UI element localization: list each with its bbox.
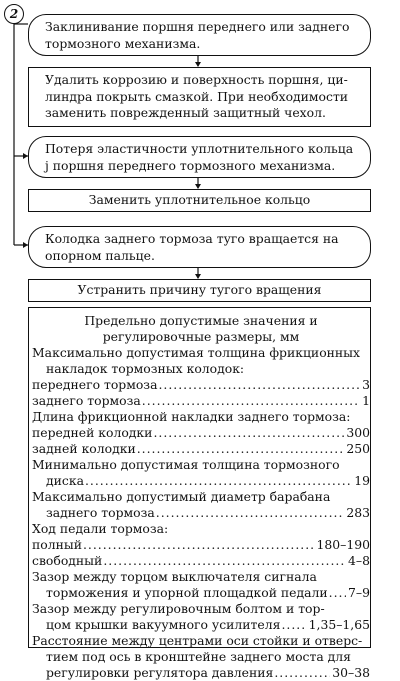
fault-rear-shoe-tight [28,226,371,268]
axis-line2: тием под ось в кронштейне заднего моста для [46,649,351,664]
fault-seal-ring-elasticity [28,136,371,178]
step-number: 2 [9,7,19,21]
spec-disc: диска ..... 19 [32,473,370,489]
drum-heading: Максимально допустимый диаметр барабана [32,489,331,504]
spec-switch-gap: торможения и упорной площадкой педали ..... 7–9 [32,585,370,601]
spec-bolt-gap: цом крышки вакуумного усилителя ..... 1,35–1,65 [32,617,370,633]
spec-front-shoe: передней колодки ..... 300 [32,425,370,441]
fault-piston-jamming [28,14,371,56]
lining-heading-line2: накладок тормозных колодок: [46,361,245,376]
fault1-line1: Заклинивание поршня переднего или заднего [45,19,350,34]
spec-pedal-free: свободный ..... 4–8 [32,553,370,569]
spec-axis-distance: регулировки регулятора давления ..... 30–38 [32,665,370,681]
rear-lining-heading: Длина фрикционной накладки заднего тормоза: [32,409,351,424]
disc-heading: Минимально допустимая толщина тормозного [32,457,340,472]
fault3-line1: Колодка заднего тормоза туго вращается на [45,231,339,246]
spec-rear-shoe: задней колодки ..... 250 [32,441,370,457]
action-remove-corrosion [28,67,371,127]
specs-title-line1: Предельно допустимые значения и [84,313,318,328]
spec-rear-brake: заднего тормоза ..... 1 [32,393,370,409]
fault2-line2: j поршня переднего тормозного механизма. [45,157,336,173]
action1-line2: линдра покрыть смазкой. При необходимости [45,88,349,104]
action2-text: Заменить уплотнительное кольцо [88,192,311,207]
fault2-line1: Потеря эластичности уплотнительного кольца [45,141,354,156]
action1-line1: Удалить коррозию и поверхность поршня, ци- [45,72,348,87]
spec-front-brake: переднего тормоза ..... 3 [32,377,370,393]
specs-title-line2: регулировочные размеры, мм [102,329,300,344]
lining-heading-line1: Максимально допустимая толщина фрикционных [32,345,361,360]
specs-table [28,307,371,680]
axis-line1: Расстояние между центрами оси стойки и отверс- [32,633,363,648]
spec-drum: заднего тормоза ..... 283 [32,505,370,521]
action3-text: Устранить причину тугого вращения [77,282,322,297]
action1-line3: заменить поврежденный защитный чехол. [45,105,326,120]
pedal-heading: Ход педали тормоза: [32,521,169,536]
fault1-line2: тормозного механизма. [45,35,201,51]
action-fix-tight-rotation [28,279,371,302]
bolt-gap-line1: Зазор между регулировочным болтом и тор- [32,601,325,616]
action-replace-seal-ring [28,189,371,212]
spec-pedal-full: полный ..... 180–190 [32,537,370,553]
switch-gap-line1: Зазор между торцом выключателя сигнала [32,569,317,584]
step-number-badge [4,4,24,24]
fault3-line2: опорном пальце. [45,247,155,263]
